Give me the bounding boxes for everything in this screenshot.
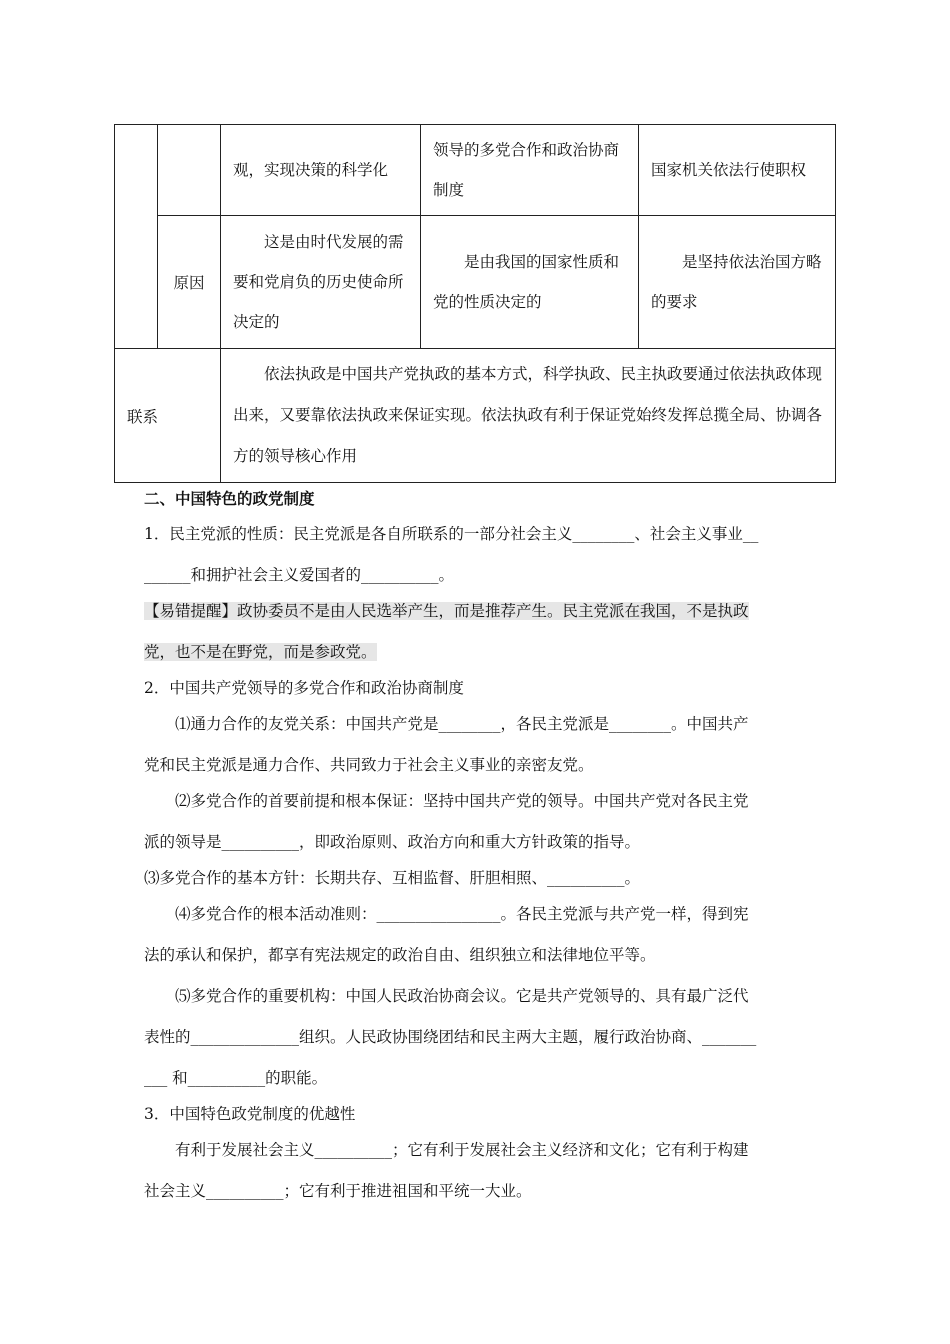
table-empty-label-cell [158, 125, 221, 216]
table-cell-r2-b: 是由我国的国家性质和党的性质决定的 [421, 216, 639, 349]
item-3-line-1: 有利于发展社会主义__________；它有利于发展社会主义经济和文化；它有利于构建 [175, 1141, 749, 1159]
item-3-line-2: 社会主义__________；它有利于推进祖国和平统一大业。 [144, 1182, 532, 1200]
mistake-reminder-line-2: 党，也不是在野党，而是参政党。 [144, 643, 377, 661]
table-cell-r1-c: 国家机关依法行使职权 [639, 125, 836, 216]
item-2-4-line-2: 法的承认和保护，都享有宪法规定的政治自由、组织独立和法律地位平等。 [144, 946, 656, 964]
table-cell-relation-text: 依法执政是中国共产党执政的基本方式，科学执政、民主执政要通过依法执政体现出来，又要靠依法执政来保证实现。依法执政有利于保证党始终发挥总揽全局、协调各方的领导核心作用 [221, 349, 836, 483]
item-2-3: ⑶多党合作的基本方针：长期共存、互相监督、肝胆相照、__________。 [144, 869, 641, 887]
item-1-line-2: ______和拥护社会主义爱国者的__________。 [144, 566, 455, 584]
item-2-5-line-3: ___ 和__________的职能。 [144, 1069, 328, 1087]
item-2-1-line-2: 党和民主党派是通力合作、共同致力于社会主义事业的亲密友党。 [144, 756, 594, 774]
item-2-4-line-1: ⑷多党合作的根本活动准则：________________。各民主党派与共产党一样，得到宪 [175, 905, 749, 923]
mistake-reminder-line-1: 【易错提醒】政协委员不是由人民选举产生，而是推荐产生。民主党派在我国，不是执政 [144, 602, 749, 620]
item-2-5-line-1: ⑸多党合作的重要机构：中国人民政治协商会议。它是共产党领导的、具有最广泛代 [175, 987, 749, 1005]
table-cell-r2-a: 这是由时代发展的需要和党肩负的历史使命所决定的 [221, 216, 421, 349]
item-3-heading: 3．中国特色政党制度的优越性 [144, 1105, 356, 1123]
item-2-5-line-2: 表性的______________组织。人民政协围绕团结和民主两大主题，履行政治协商、_______ [144, 1028, 757, 1046]
item-1-line-1: 1．民主党派的性质：民主党派是各自所联系的一部分社会主义________、社会主义事业__ [144, 525, 759, 543]
item-2-2-line-2: 派的领导是__________，即政治原则、政治方向和重大方针政策的指导。 [144, 833, 641, 851]
item-2-1-line-1: ⑴通力合作的友党关系：中国共产党是________，各民主党派是________。中国共产 [175, 715, 749, 733]
table-cell-r1-a: 观，实现决策的科学化 [221, 125, 421, 216]
table-row-label-reason: 原因 [158, 216, 221, 349]
table-cell-r1-b: 领导的多党合作和政治协商制度 [421, 125, 639, 216]
item-2-heading: 2．中国共产党领导的多党合作和政治协商制度 [144, 679, 464, 697]
table-merged-left-cell [115, 125, 158, 349]
item-2-2-line-1: ⑵多党合作的首要前提和根本保证：坚持中国共产党的领导。中国共产党对各民主党 [175, 792, 749, 810]
table-row-label-relation: 联系 [115, 349, 221, 483]
comparison-table [114, 124, 836, 483]
section-heading: 二、中国特色的政党制度 [144, 489, 315, 508]
table-cell-r2-c: 是坚持依法治国方略的要求 [639, 216, 836, 349]
